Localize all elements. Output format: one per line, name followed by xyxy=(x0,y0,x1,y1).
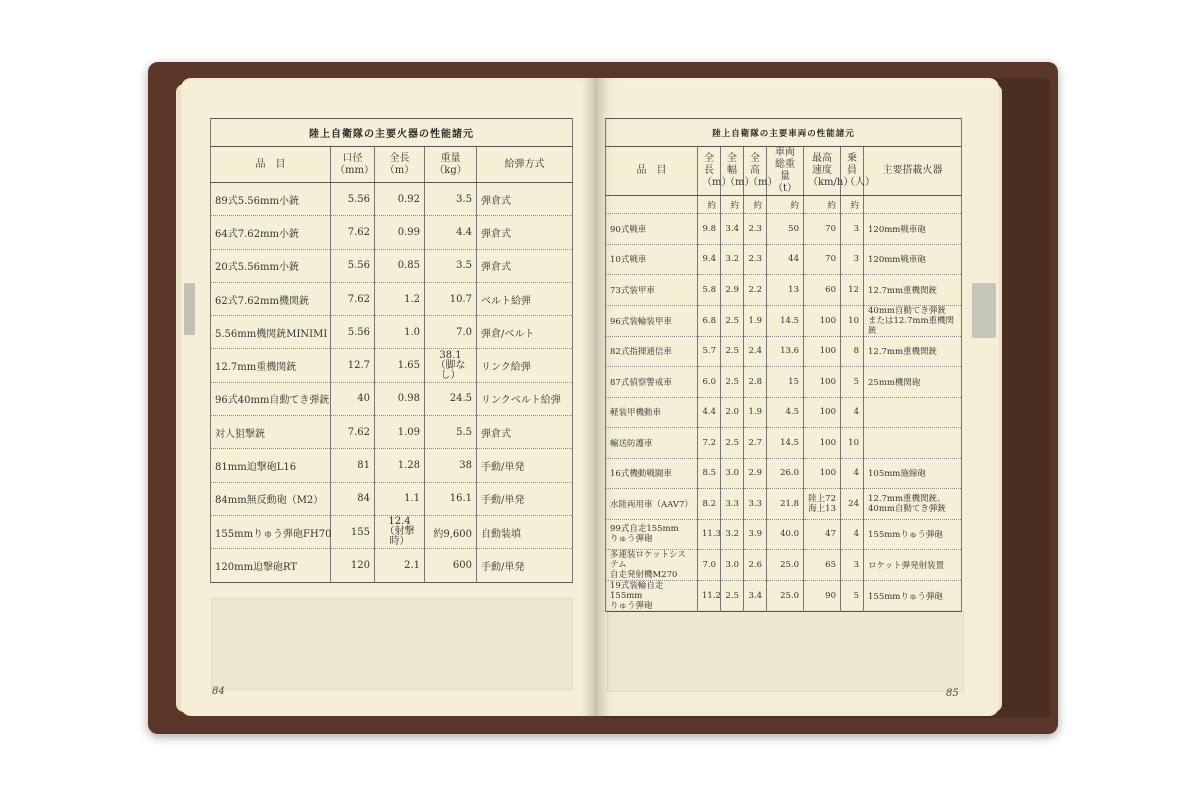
table-cell: 1.9 xyxy=(744,397,767,428)
table-row xyxy=(606,397,962,428)
table-row xyxy=(606,275,962,306)
table-cell: 2.5 xyxy=(721,305,744,336)
table-cell: 5.56mm機関銃MINIMI xyxy=(211,316,331,349)
column-header: 全幅 （m） xyxy=(721,147,744,196)
index-tab-left xyxy=(184,283,195,335)
table-row xyxy=(211,249,573,282)
table-cell xyxy=(864,196,962,214)
table-cell: 12.7mm重機関銃 xyxy=(864,275,962,306)
table-cell: 25.0 xyxy=(767,550,804,581)
table-cell: 2.1 xyxy=(375,549,425,582)
table-cell: 73式装甲車 xyxy=(606,275,698,306)
page-number-left: 84 xyxy=(212,686,225,697)
table-cell: 5.56 xyxy=(331,316,375,349)
table-row xyxy=(606,214,962,245)
table-cell: 約9,600 xyxy=(425,515,477,548)
table-cell: 3.3 xyxy=(744,489,767,520)
table-cell: 155mmりゅう弾砲 xyxy=(864,519,962,550)
table-cell: 40mm自動てき弾銃 または12.7mm重機関銃 xyxy=(864,305,962,336)
table-cell: 100 xyxy=(804,397,841,428)
table-cell: 1.1 xyxy=(375,482,425,515)
table-cell: 120mm戦車砲 xyxy=(864,214,962,245)
table-cell: 155mmりゅう弾砲FH70 xyxy=(211,515,331,548)
table-cell: 約 xyxy=(698,196,721,214)
table-cell: 4.4 xyxy=(425,216,477,249)
table-cell: 2.5 xyxy=(721,336,744,367)
table-cell: 47 xyxy=(804,519,841,550)
table-cell: 2.9 xyxy=(721,275,744,306)
table-cell: 70 xyxy=(804,244,841,275)
table-cell: 0.92 xyxy=(375,183,425,216)
table-cell: 0.85 xyxy=(375,249,425,282)
table-cell: 1.65 xyxy=(375,349,425,382)
table-row xyxy=(606,336,962,367)
table-cell: 3 xyxy=(841,550,864,581)
table-cell: 7.62 xyxy=(331,216,375,249)
table-cell: 82式指揮通信車 xyxy=(606,336,698,367)
table-cell: 20式5.56mm小銃 xyxy=(211,249,331,282)
table-cell: ベルト給弾 xyxy=(477,282,573,315)
column-header: 口径 （mm） xyxy=(331,147,375,183)
table-cell: 2.5 xyxy=(721,367,744,398)
table-cell: 25.0 xyxy=(767,581,804,612)
column-header: 品 目 xyxy=(211,147,331,183)
table-row xyxy=(606,519,962,550)
table-cell: 3 xyxy=(841,244,864,275)
table-cell: 多連装ロケットシステム 自走発射機M270 xyxy=(606,550,698,581)
table-cell: 5.56 xyxy=(331,183,375,216)
table-cell: 0.98 xyxy=(375,382,425,415)
table-cell: 100 xyxy=(804,428,841,459)
table-cell: 3.2 xyxy=(721,519,744,550)
table-cell: 14.5 xyxy=(767,428,804,459)
table-row xyxy=(211,216,573,249)
table-cell: 6.8 xyxy=(698,305,721,336)
table-cell: 2.8 xyxy=(744,367,767,398)
table-title: 陸上自衛隊の主要車両の性能諸元 xyxy=(606,119,962,147)
table-header-row xyxy=(211,147,573,183)
table-cell: 84 xyxy=(331,482,375,515)
table-cell: 1.2 xyxy=(375,282,425,315)
table-cell: 62式7.62mm機関銃 xyxy=(211,282,331,315)
table-cell: 12.7mm重機関銃 xyxy=(864,336,962,367)
table-cell: 5.8 xyxy=(698,275,721,306)
table-cell: 60 xyxy=(804,275,841,306)
table-cell: 3.0 xyxy=(721,458,744,489)
table-cell: 11.2 xyxy=(698,581,721,612)
table-cell: 9.4 xyxy=(698,244,721,275)
table-cell: 3.4 xyxy=(721,214,744,245)
table-cell: 7.0 xyxy=(698,550,721,581)
table-cell: 1.0 xyxy=(375,316,425,349)
table-cell: 11.3 xyxy=(698,519,721,550)
table-cell: 90 xyxy=(804,581,841,612)
table-cell: 120 xyxy=(331,549,375,582)
table-cell: 2.2 xyxy=(744,275,767,306)
table-cell: 44 xyxy=(767,244,804,275)
table-cell: 25mm機関砲 xyxy=(864,367,962,398)
show-through xyxy=(211,598,573,690)
table-cell: 弾倉式 xyxy=(477,249,573,282)
table-row xyxy=(606,489,962,520)
table-row xyxy=(606,244,962,275)
table-cell: 12.4 （射撃時） xyxy=(375,515,425,548)
table-cell: 6.0 xyxy=(698,367,721,398)
index-tab-right xyxy=(972,283,996,338)
table-cell: 100 xyxy=(804,305,841,336)
table-cell: 手動/単発 xyxy=(477,449,573,482)
table-row xyxy=(606,305,962,336)
table-cell: 弾倉式 xyxy=(477,416,573,449)
table-cell: 5 xyxy=(841,581,864,612)
table-row xyxy=(211,482,573,515)
table-cell: 約 xyxy=(804,196,841,214)
weapons-spec-table xyxy=(210,118,573,583)
vehicles-spec-table xyxy=(605,118,962,612)
table-cell: 10 xyxy=(841,305,864,336)
table-cell: 7.62 xyxy=(331,416,375,449)
table-cell: 105mm施線砲 xyxy=(864,458,962,489)
column-header: 重量 （kg） xyxy=(425,147,477,183)
table-cell: 13.6 xyxy=(767,336,804,367)
table-cell: 対人狙撃銃 xyxy=(211,416,331,449)
table-cell: 4.4 xyxy=(698,397,721,428)
table-cell: 1.09 xyxy=(375,416,425,449)
table-cell: 90式戦車 xyxy=(606,214,698,245)
table-cell: リンクベルト給弾 xyxy=(477,382,573,415)
table-row xyxy=(606,550,962,581)
table-cell: 24.5 xyxy=(425,382,477,415)
table-cell: 4 xyxy=(841,458,864,489)
table-cell: 64式7.62mm小銃 xyxy=(211,216,331,249)
table-cell: 陸上72 海上13 xyxy=(804,489,841,520)
table-row xyxy=(211,449,573,482)
table-cell: 2.5 xyxy=(721,428,744,459)
table-row xyxy=(211,282,573,315)
table-cell: 3.2 xyxy=(721,244,744,275)
table-cell: 約 xyxy=(744,196,767,214)
table-cell: 手動/単発 xyxy=(477,482,573,515)
table-cell: 19式装輪自走155mm りゅう弾砲 xyxy=(606,581,698,612)
table-cell: 弾倉/ベルト xyxy=(477,316,573,349)
table-cell: 2.4 xyxy=(744,336,767,367)
table-cell: 12 xyxy=(841,275,864,306)
table-cell: 5.56 xyxy=(331,249,375,282)
table-row xyxy=(606,581,962,612)
column-header: 全高 （m） xyxy=(744,147,767,196)
table-cell: 2.3 xyxy=(744,214,767,245)
table-cell: 24 xyxy=(841,489,864,520)
table-cell: 3.3 xyxy=(721,489,744,520)
table-cell: 87式偵察警戒車 xyxy=(606,367,698,398)
table-row xyxy=(211,549,573,582)
column-header: 品 目 xyxy=(606,147,698,196)
table-cell: 12.7mm重機関銃、 40mm自動てき弾銃 xyxy=(864,489,962,520)
table-cell: 155 xyxy=(331,515,375,548)
table-cell: 自動装填 xyxy=(477,515,573,548)
table-cell: 81mm迫撃砲L16 xyxy=(211,449,331,482)
table-cell: 8 xyxy=(841,336,864,367)
table-cell: 13 xyxy=(767,275,804,306)
table-cell: 12.7mm重機関銃 xyxy=(211,349,331,382)
table-cell: 3.5 xyxy=(425,249,477,282)
column-header: 最高 速度 （km/h） xyxy=(804,147,841,196)
table-cell: 14.5 xyxy=(767,305,804,336)
page-number-right: 85 xyxy=(946,688,959,699)
column-header: 主要搭載火器 xyxy=(864,147,962,196)
table-cell: リンク給弾 xyxy=(477,349,573,382)
column-header: 乗員 （人） xyxy=(841,147,864,196)
table-cell: 5.5 xyxy=(425,416,477,449)
table-row xyxy=(211,515,573,548)
table-row xyxy=(606,367,962,398)
table-cell: 50 xyxy=(767,214,804,245)
column-header: 全長 （m） xyxy=(375,147,425,183)
table-cell: 約 xyxy=(767,196,804,214)
table-row xyxy=(211,316,573,349)
table-cell: 99式自走155mm りゅう弾砲 xyxy=(606,519,698,550)
table-cell: 8.2 xyxy=(698,489,721,520)
table-cell: 弾倉式 xyxy=(477,183,573,216)
table-cell: 96式装輪装甲車 xyxy=(606,305,698,336)
table-cell: 1.9 xyxy=(744,305,767,336)
table-cell: 96式40mm自動てき弾銃 xyxy=(211,382,331,415)
table-cell: 38.1 （脚なし） xyxy=(425,349,477,382)
table-cell: 0.99 xyxy=(375,216,425,249)
table-cell: 26.0 xyxy=(767,458,804,489)
table-cell: 4 xyxy=(841,519,864,550)
table-cell xyxy=(864,428,962,459)
table-cell: 水陸両用車（AAV7） xyxy=(606,489,698,520)
table-cell: 38 xyxy=(425,449,477,482)
table-cell: 弾倉式 xyxy=(477,216,573,249)
table-cell: 120mm迫撃砲RT xyxy=(211,549,331,582)
table-cell: 100 xyxy=(804,367,841,398)
table-cell: 84mm無反動砲（M2） xyxy=(211,482,331,515)
table-cell: 2.0 xyxy=(721,397,744,428)
table-cell: 7.2 xyxy=(698,428,721,459)
table-cell: 89式5.56mm小銃 xyxy=(211,183,331,216)
table-cell: 65 xyxy=(804,550,841,581)
table-cell: 軽装甲機動車 xyxy=(606,397,698,428)
show-through xyxy=(607,610,964,692)
table-cell xyxy=(606,196,698,214)
table-cell: 2.5 xyxy=(721,581,744,612)
table-cell: 40.0 xyxy=(767,519,804,550)
table-cell: 100 xyxy=(804,458,841,489)
table-cell: 7.62 xyxy=(331,282,375,315)
table-cell: 手動/単発 xyxy=(477,549,573,582)
table-cell xyxy=(864,397,962,428)
table-cell: 輸送防護車 xyxy=(606,428,698,459)
column-header: 給弾方式 xyxy=(477,147,573,183)
table-row xyxy=(211,416,573,449)
table-cell: 10 xyxy=(841,428,864,459)
table-cell: 3.5 xyxy=(425,183,477,216)
table-cell: 10式戦車 xyxy=(606,244,698,275)
table-cell: 120mm戦車砲 xyxy=(864,244,962,275)
table-cell: 2.3 xyxy=(744,244,767,275)
table-cell: 100 xyxy=(804,336,841,367)
table-cell: 3.0 xyxy=(721,550,744,581)
table-cell: 4 xyxy=(841,397,864,428)
table-row xyxy=(606,428,962,459)
table-cell: 5 xyxy=(841,367,864,398)
table-cell: 12.7 xyxy=(331,349,375,382)
table-cell: 7.0 xyxy=(425,316,477,349)
column-header: 全長 （m） xyxy=(698,147,721,196)
table-cell: 2.9 xyxy=(744,458,767,489)
table-cell: 2.6 xyxy=(744,550,767,581)
table-cell: 約 xyxy=(841,196,864,214)
table-cell: 8.5 xyxy=(698,458,721,489)
table-cell: 3.9 xyxy=(744,519,767,550)
column-header: 車両 総重量 （t） xyxy=(767,147,804,196)
table-cell: 5.7 xyxy=(698,336,721,367)
table-row xyxy=(211,349,573,382)
table-cell: 70 xyxy=(804,214,841,245)
table-cell: 9.8 xyxy=(698,214,721,245)
table-cell: 約 xyxy=(721,196,744,214)
table-cell: 600 xyxy=(425,549,477,582)
table-cell: 15 xyxy=(767,367,804,398)
table-row xyxy=(211,382,573,415)
table-cell: 40 xyxy=(331,382,375,415)
table-row xyxy=(211,183,573,216)
table-cell: 21.8 xyxy=(767,489,804,520)
table-cell: ロケット弾発射装置 xyxy=(864,550,962,581)
table-cell: 16式機動戦闘車 xyxy=(606,458,698,489)
table-title: 陸上自衛隊の主要火器の性能諸元 xyxy=(211,119,573,147)
table-cell: 3 xyxy=(841,214,864,245)
table-cell: 155mmりゅう弾砲 xyxy=(864,581,962,612)
table-cell: 81 xyxy=(331,449,375,482)
table-cell: 4.5 xyxy=(767,397,804,428)
table-cell: 3.4 xyxy=(744,581,767,612)
table-cell: 1.28 xyxy=(375,449,425,482)
table-row xyxy=(606,458,962,489)
table-cell: 16.1 xyxy=(425,482,477,515)
table-cell: 10.7 xyxy=(425,282,477,315)
table-header-row xyxy=(606,147,962,196)
table-cell: 2.7 xyxy=(744,428,767,459)
approx-row xyxy=(606,196,962,214)
